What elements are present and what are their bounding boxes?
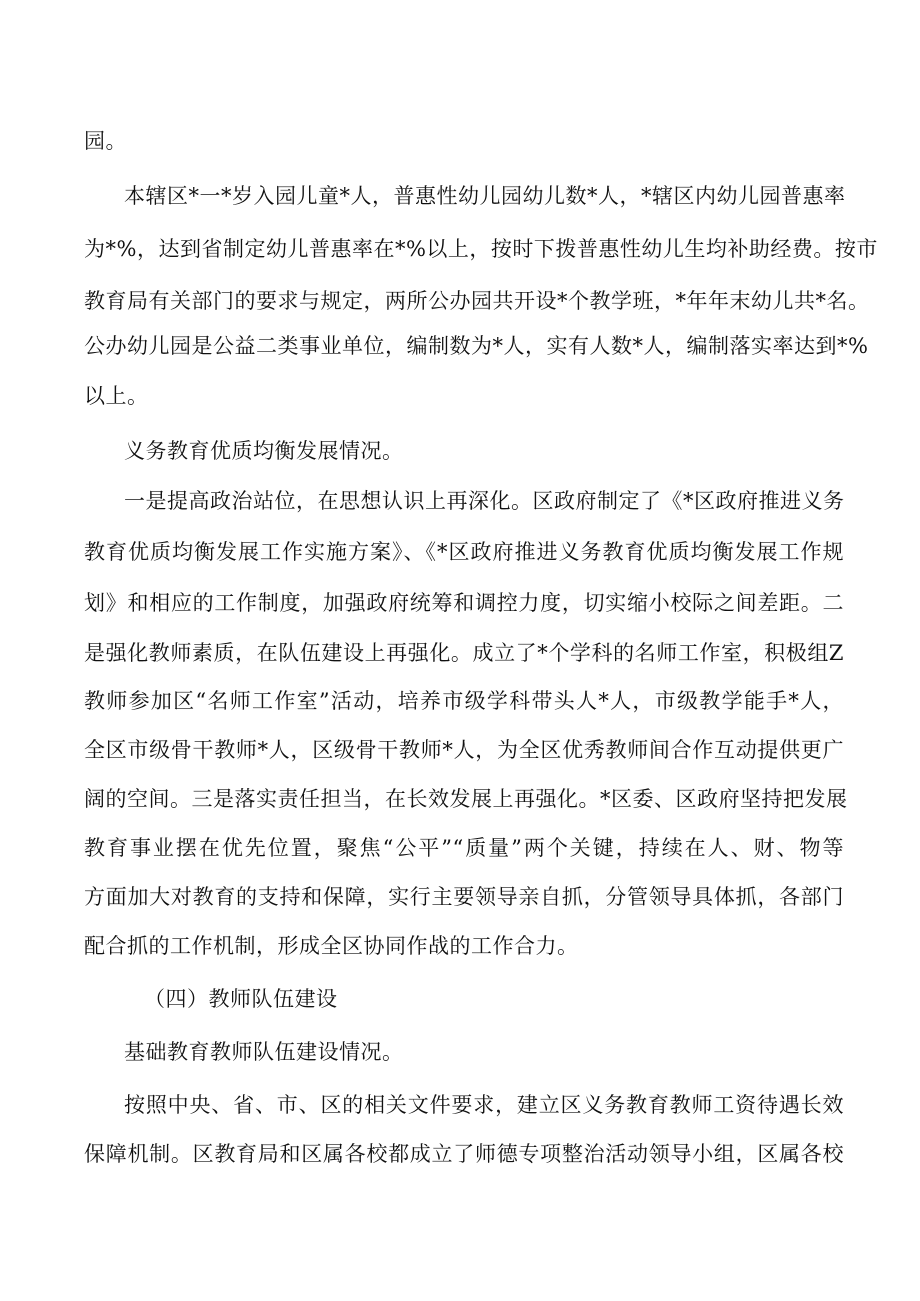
text-line: 教育优质均衡发展工作实施方案》、《*区政府推进义务教育优质均衡发展工作规 [84,540,844,564]
text-line: 是强化教师素质，在队伍建设上再强化。成立了*个学科的名师工作室，积极组Z [84,641,844,665]
text-line: 为*%，达到省制定幼儿普惠率在*%以上，按时下拨普惠性幼儿生均补助经费。按市 [84,237,878,261]
text-line: 本辖区*一*岁入园儿童*人，普惠性幼儿园幼儿数*人，*辖区内幼儿园普惠率 [124,184,846,208]
text-line: 保障机制。区教育局和区属各校都成立了师德专项整治活动领导小组，区属各校 [84,1142,844,1166]
text-line: 以上。 [84,384,149,408]
text-line: 划》和相应的工作制度，加强政府统筹和调控力度，切实缩小校际之间差距。二 [84,591,844,615]
section-heading: 义务教育优质均衡发展情况。 [124,439,404,463]
text-line: 园。 [84,129,127,153]
text-line: 阔的空间。三是落实责任担当，在长效发展上再强化。*区委、区政府坚持把发展 [84,787,848,811]
section-heading: （四）教师队伍建设 [144,987,338,1011]
text-line: 按照中央、省、市、区的相关文件要求，建立区义务教育教师工资待遇长效 [124,1093,844,1117]
subsection-heading: 基础教育教师队伍建设情况。 [124,1040,404,1064]
text-line: 公办幼儿园是公益二类事业单位，编制数为*人，实有人数*人，编制落实率达到*% [84,334,869,358]
text-line: 配合抓的工作机制，形成全区协同作战的工作合力。 [84,934,579,958]
text-line: 教师参加区“名师工作室”活动，培养市级学科带头人*人，市级教学能手*人， [84,689,844,713]
text-line: 方面加大对教育的支持和保障，实行主要领导亲自抓，分管领导具体抓，各部门 [84,885,844,909]
text-line: 教育局有关部门的要求与规定，两所公办园共开设*个教学班，*年年末幼儿共*名。 [84,289,870,313]
text-line: 全区市级骨干教师*人，区级骨干教师*人，为全区优秀教师间合作互动提供更广 [84,738,844,762]
text-line: 教育事业摆在优先位置，聚焦“公平”“质量”两个关键，持续在人、财、物等 [84,836,844,860]
text-line: 一是提高政治站位，在思想认识上再深化。区政府制定了《*区政府推进义务 [124,489,845,513]
